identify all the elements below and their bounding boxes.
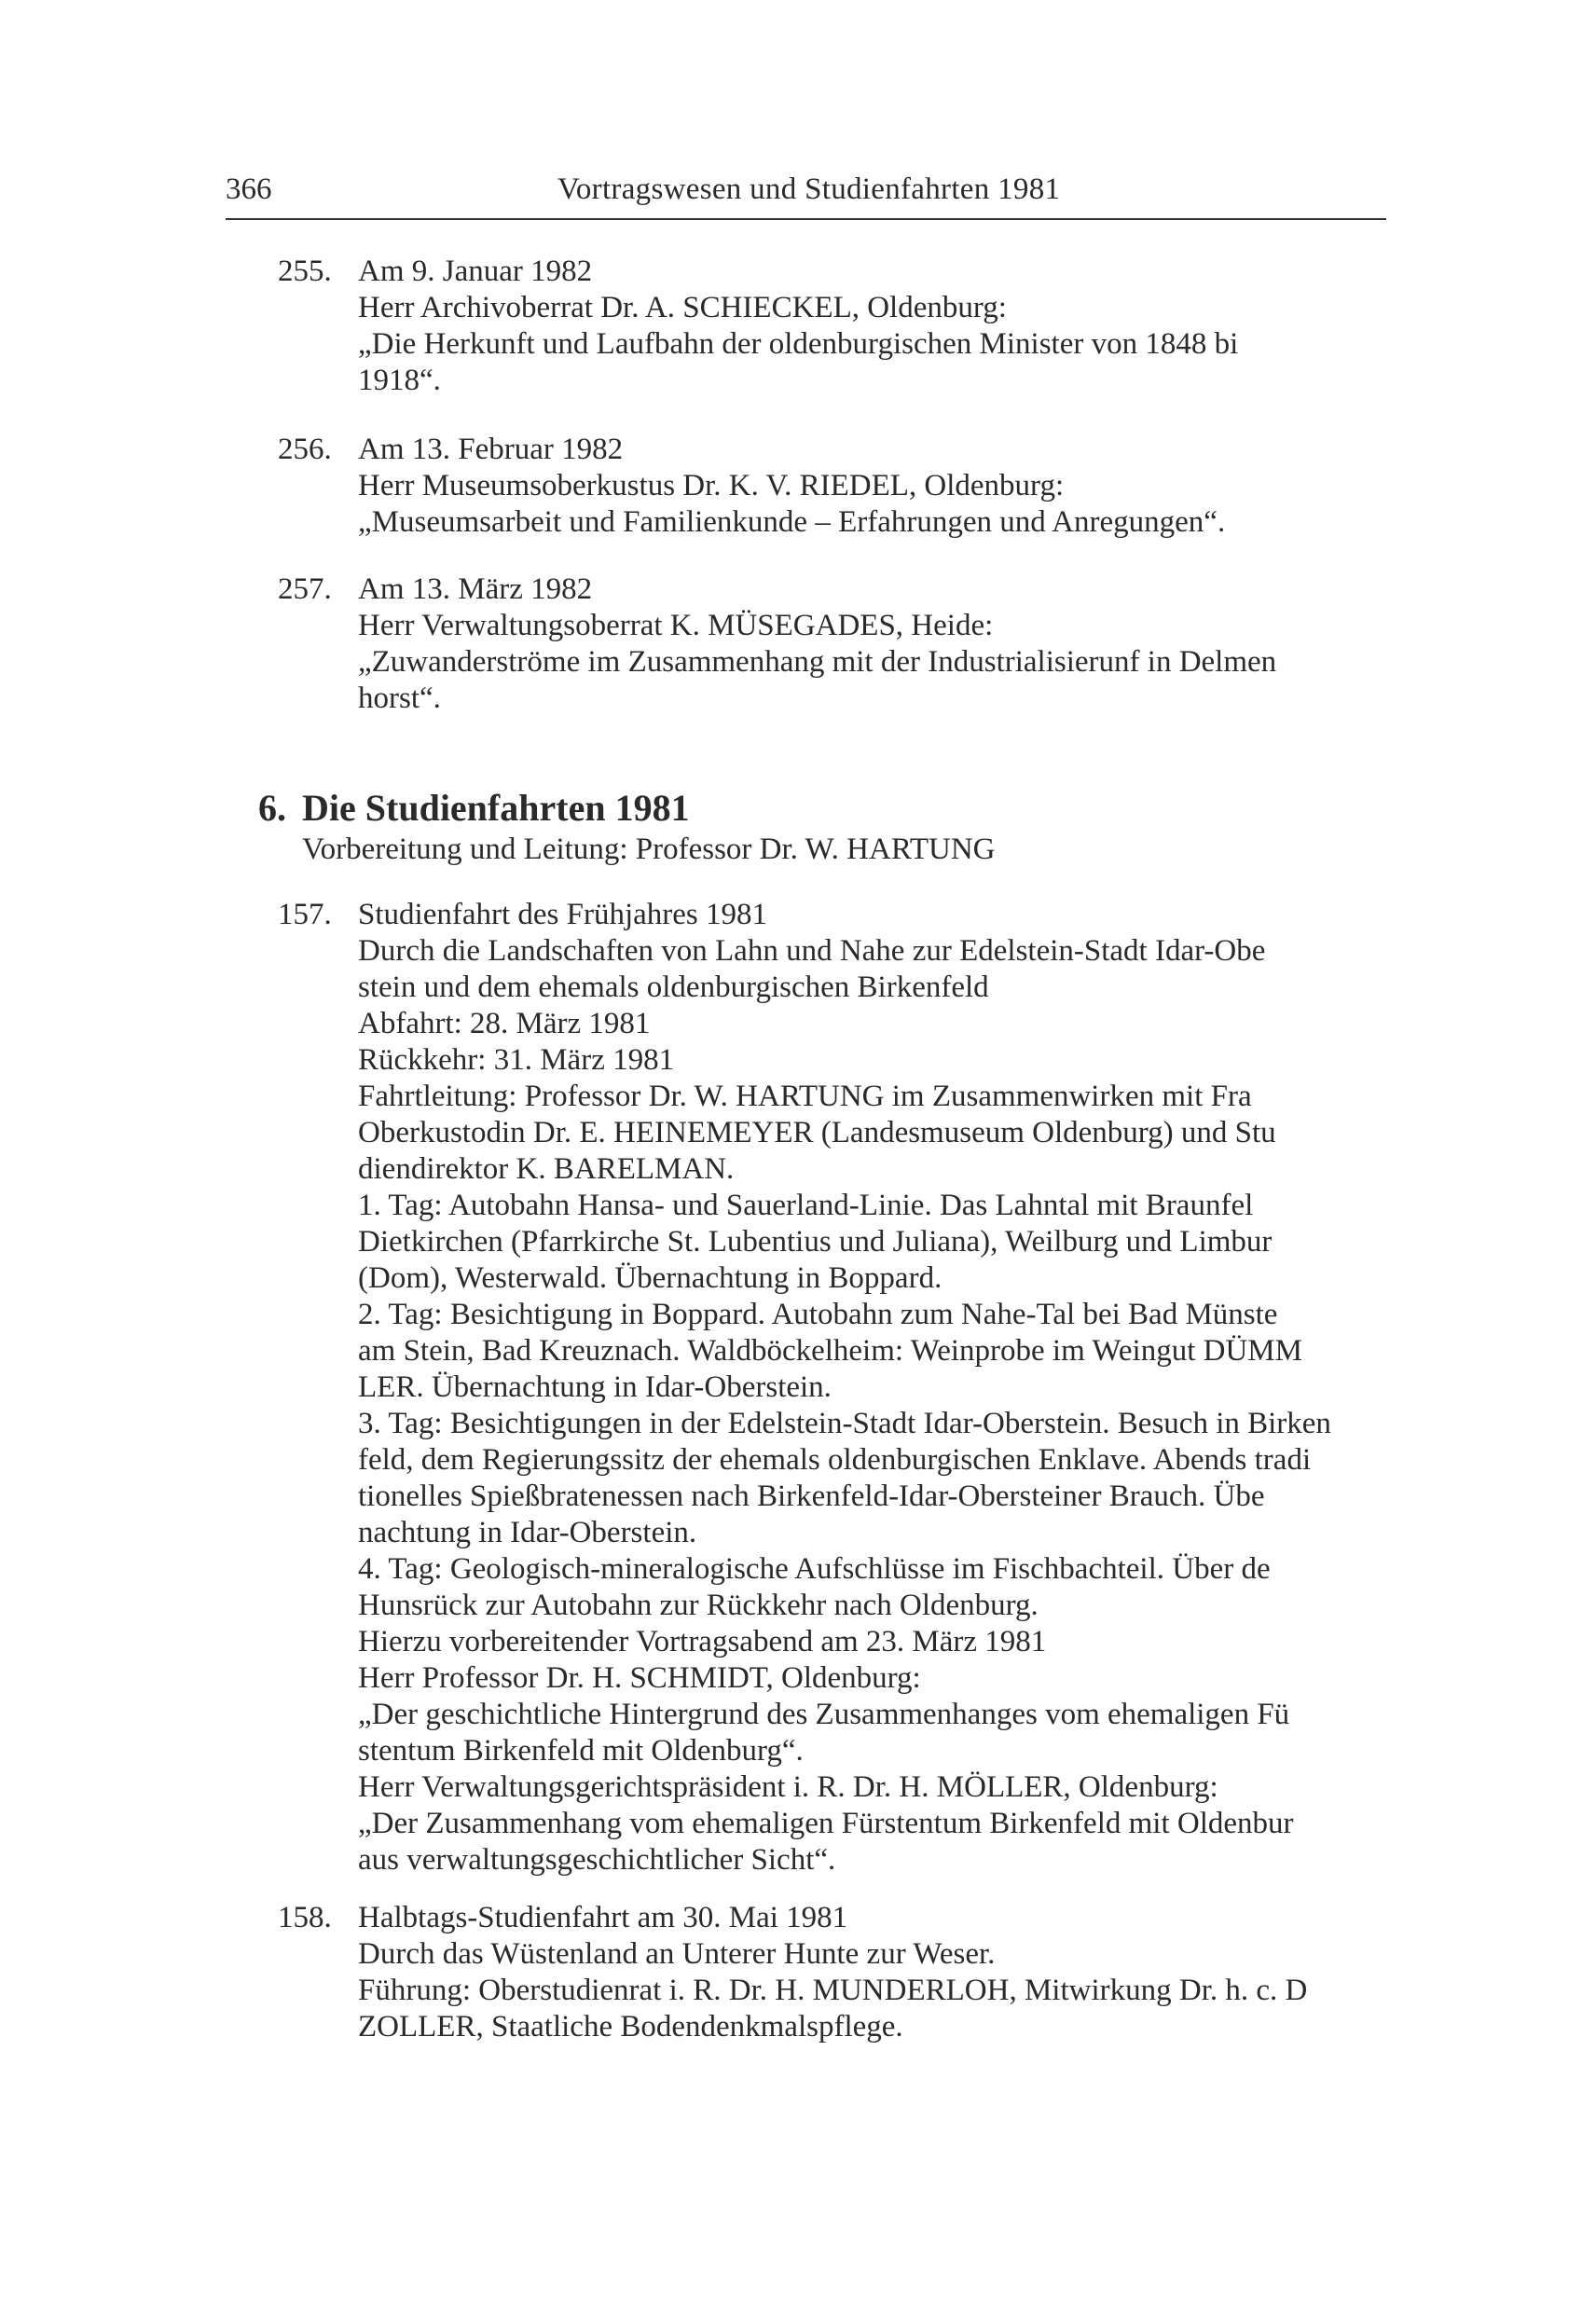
entry-line: „Der Zusammenhang vom ehemaligen Fürstentum Birkenfeld mit Oldenbur: [358, 1807, 1294, 1840]
entry-line: Herr Verwaltungsgerichtspräsident i. R. Dr. H. MÖLLER, Oldenburg:: [358, 1770, 1218, 1804]
entry-line: Hierzu vorbereitender Vortragsabend am 23. März 1981: [358, 1625, 1047, 1658]
entry-line: Studienfahrt des Frühjahres 1981: [358, 898, 768, 931]
entry-body: [358, 254, 1389, 399]
section-subtitle: Vorbereitung und Leitung: Professor Dr. W. HARTUNG: [302, 833, 996, 866]
entry-body: [358, 432, 1389, 541]
entry-line: nachtung in Idar-Oberstein.: [358, 1516, 697, 1549]
entry-line: Abfahrt: 28. März 1981: [358, 1007, 651, 1040]
entry-line: Dietkirchen (Pfarrkirche St. Lubentius und Juliana), Weilburg und Limbur: [358, 1225, 1273, 1259]
entry-line: Herr Verwaltungsoberrat K. MÜSEGADES, Heide:: [358, 609, 994, 642]
entry-line: „Der geschichtliche Hintergrund des Zusammenhanges vom ehemaligen Fü: [358, 1698, 1290, 1731]
running-title: Vortragswesen und Studienfahrten 1981: [557, 172, 1061, 206]
entry-line: Fahrtleitung: Professor Dr. W. HARTUNG im Zusammenwirken mit Fra: [358, 1080, 1252, 1113]
entry-line: „Museumsarbeit und Familienkunde – Erfahrungen und Anregungen“.: [358, 505, 1226, 539]
entry-line: stentum Birkenfeld mit Oldenburg“.: [358, 1734, 804, 1768]
entry-line: Rückkehr: 31. März 1981: [358, 1043, 675, 1077]
lecture-entry-257: [278, 571, 1389, 717]
entry-line: Herr Museumsoberkustus Dr. K. V. RIEDEL, Oldenburg:: [358, 469, 1065, 502]
entry-body: [358, 1900, 1389, 2045]
header-rule: [226, 218, 1386, 220]
entry-line: ZOLLER, Staatliche Bodendenkmalspflege.: [358, 2010, 903, 2044]
section-number: 6.: [258, 787, 286, 829]
entry-line: Herr Archivoberrat Dr. A. SCHIECKEL, Oldenburg:: [358, 291, 1007, 324]
entry-line: Herr Professor Dr. H. SCHMIDT, Oldenburg:: [358, 1661, 921, 1695]
entry-line: horst“.: [358, 681, 441, 715]
entry-line: Hunsrück zur Autobahn zur Rückkehr nach Oldenburg.: [358, 1589, 1039, 1622]
entry-line: 1. Tag: Autobahn Hansa- und Sauerland-Linie. Das Lahntal mit Braunfel: [358, 1189, 1254, 1222]
trip-entry-157: [278, 897, 1389, 1878]
entry-line: stein und dem ehemals oldenburgischen Birkenfeld: [358, 970, 989, 1004]
section-title-line: [258, 786, 1386, 831]
entry-line: Oberkustodin Dr. E. HEINEMEYER (Landesmuseum Oldenburg) und Stu: [358, 1116, 1276, 1149]
entry-line: Führung: Oberstudienrat i. R. Dr. H. MUNDERLOH, Mitwirkung Dr. h. c. D: [358, 1974, 1308, 2007]
entry-line: (Dom), Westerwald. Übernachtung in Boppard.: [358, 1261, 942, 1295]
entry-line: aus verwaltungsgeschichtlicher Sicht“.: [358, 1843, 836, 1877]
entry-line: Am 9. Januar 1982: [358, 255, 593, 288]
lecture-entry-256: [278, 432, 1389, 541]
entry-line: 3. Tag: Besichtigungen in der Edelstein-Stadt Idar-Oberstein. Besuch in Birken: [358, 1407, 1331, 1440]
page-number: 366: [226, 172, 272, 206]
lecture-entry-255: [278, 254, 1389, 399]
entry-line: „Zuwanderströme im Zusammenhang mit der Industrialisierunf in Delmen: [358, 645, 1277, 679]
entry-number: 158.: [278, 1901, 332, 1934]
entry-number: 255.: [278, 255, 332, 288]
entry-line: Durch die Landschaften von Lahn und Nahe zur Edelstein-Stadt Idar-Obe: [358, 934, 1266, 968]
entry-line: 1918“.: [358, 364, 441, 397]
entry-line: feld, dem Regierungssitz der ehemals oldenburgischen Enklave. Abends tradi: [358, 1443, 1312, 1477]
page-header: [226, 166, 1386, 213]
entry-number: 256.: [278, 433, 332, 466]
entry-body: [358, 571, 1389, 717]
entry-line: tionelles Spießbratenessen nach Birkenfeld-Idar-Obersteiner Brauch. Übe: [358, 1479, 1265, 1513]
entry-line: Am 13. Februar 1982: [358, 433, 624, 466]
entry-line: Halbtags-Studienfahrt am 30. Mai 1981: [358, 1901, 848, 1934]
entry-number: 257.: [278, 572, 332, 606]
entry-line: 4. Tag: Geologisch-mineralogische Aufschlüsse im Fischbachteil. Über de: [358, 1552, 1271, 1586]
trip-entry-158: [278, 1900, 1389, 2045]
section-title: Die Studienfahrten 1981: [302, 787, 690, 829]
section-heading: [258, 786, 1386, 868]
entry-number: 157.: [278, 898, 332, 931]
entry-line: Durch das Wüstenland an Unterer Hunte zur Weser.: [358, 1937, 996, 1971]
entry-line: 2. Tag: Besichtigung in Boppard. Autobahn zum Nahe-Tal bei Bad Münste: [358, 1298, 1278, 1331]
entry-line: am Stein, Bad Kreuznach. Waldböckelheim: Weinprobe im Weingut DÜMM: [358, 1334, 1302, 1368]
entry-line: Am 13. März 1982: [358, 572, 593, 606]
entry-line: „Die Herkunft und Laufbahn der oldenburgischen Minister von 1848 bi: [358, 327, 1239, 361]
entry-line: LER. Übernachtung in Idar-Oberstein.: [358, 1370, 832, 1404]
entry-line: diendirektor K. BARELMAN.: [358, 1152, 735, 1186]
entry-body: [358, 897, 1389, 1878]
